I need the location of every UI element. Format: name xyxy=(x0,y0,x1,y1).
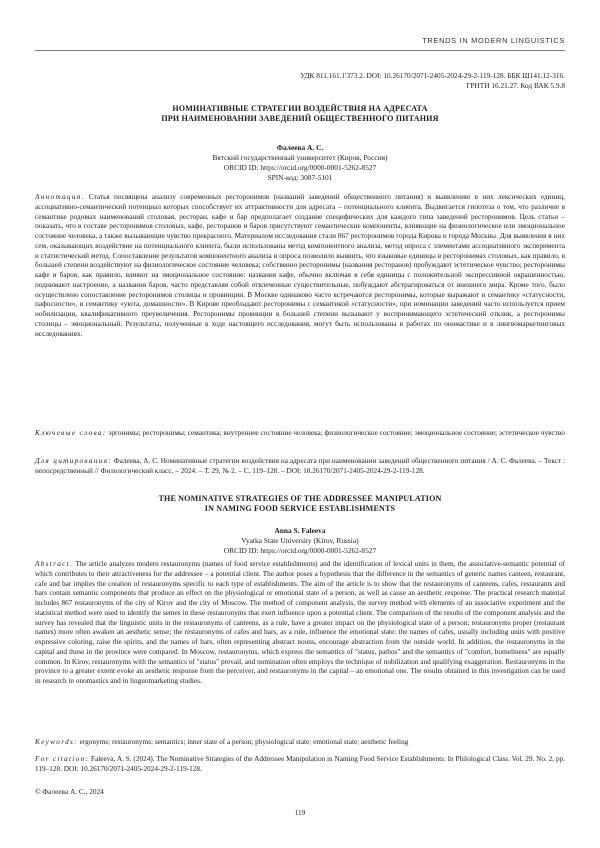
author-block-ru xyxy=(35,143,565,183)
citation-text: Фалеева, А. С. Номинативные стратегии воздействия на адресата при наименовании заведений общественного питания / А. С. Фалеева. – Текст : непосредственный // Филологический класс. – 2024. – Т. 29, № 2. – С. 119–128. – DOI: 10.26170/2071-2405-2024-29-2-119-128. xyxy=(35,457,566,475)
affiliation: Vyatka State University (Kirov, Russia) xyxy=(241,535,359,545)
citation-label: Для цитирования: xyxy=(35,457,112,465)
abstract-label: Abstract. xyxy=(35,560,74,568)
abstract-label: Аннотация. xyxy=(35,193,85,201)
citation-ru xyxy=(35,457,565,477)
abstract-text: The article analyzes modern restauronyms (names of food service establishments) and the identification of lexical units in them, the associative-semantic potential of which contributes to their attractiveness for the addressee – a potential client. The author poses a hypothesis that the difference in the semantics of generic names canteen, restaurant, cafe and bar implies the creation of restauronyms specific to each type of establishments. The aim of the article is to show that the restauronyms of canteens, cafes, restaurants and bars contain semantic components that produce an effect on the physiological or emotional state of a person, as well as cause an aesthetic response. The practical research material includes 867 restauronyms of the city of Kirov and the city of Moscow. The method of component analysis, the survey method with elements of an associative experiment and the statistical method were used to identify the semes in these restauronyms that exert influence upon a potential client. The comparison of the results of the component analysis and the survey has revealed that the linguistic units in the restauronyms of canteens, as a rule, have a greater impact on the physiological state of a person; restauronyms proper (restaurant names) more often awaken an aesthetic sense; the restauronyms of cafes and bars, as a rule, influence the emotional state: the names of cafes, usually including units with positive expressive coloring, raise the spirits, and the names of bars, often representing abstract nouns, encourage abstraction from the outside world. In addition, the restauronyms in the capital and those in the province were compared. In Moscow, restauronyms, which express the semantics of "status, pathos" and the semantics of "comfort, homeliness" are equally common. In Kirov, restauronyms with the semantics of "status" prevail, and nomination often employs the technique of nobilization and qualifying exaggeration. Restauronyms in the province to a greater extent evoke an aesthetic response from the perceiver, and restauronyms in the capital – an emotional one. The results obtained in this investigation can be used in research in onomastics and in linguomarketing studies. xyxy=(35,560,565,685)
keywords-en xyxy=(35,738,565,748)
keywords-label: Keywords: xyxy=(35,738,78,746)
citation-label: For citation: xyxy=(35,755,90,763)
page-number: 119 xyxy=(294,808,306,817)
abstract-ru xyxy=(35,193,565,339)
running-header: TRENDS IN MODERN LINGUISTICS xyxy=(422,36,565,45)
abstract-en xyxy=(35,560,565,687)
orcid: ORCID ID: https://orcid.org/0000-0001-5262-8527 xyxy=(223,162,377,172)
udc-line: УДК 811.161.1'373.2. DOI: 10.26170/2071-2405-2024-29-2-119-128. ББК Ш141.12-316. xyxy=(300,71,565,80)
title-line: IN NAMING FOOD SERVICE ESTABLISHMENTS xyxy=(204,504,396,514)
title-line: НОМИНАТИВНЫЕ СТРАТЕГИИ ВОЗДЕЙСТВИЯ НА АДРЕСАТА xyxy=(172,104,428,113)
orcid: ORCID ID: https://orcid.org/0000-0001-5262-8527 xyxy=(223,545,377,555)
title-line: THE NOMINATIVE STRATEGIES OF THE ADDRESSEE MANIPULATION xyxy=(158,494,442,503)
author-name: Фалеева А. С. xyxy=(276,143,324,152)
udc-block xyxy=(300,71,565,91)
article-title-en xyxy=(35,494,565,515)
keywords-label: Ключевые слова: xyxy=(35,429,107,437)
abstract-text: Статья посвящена анализу современных ресторонимов (названий заведений общественного питания) и выявлению в них лексических единиц, ассоциативно-семантический потенциал которых способствует их аттрактивности для адресата – потенциального клиента. Выдвигается гипотеза о том, что различие в семантике родовых наименований столовая, ресторан, кафе и бар предполагает создание специфических для каждого типа заведений ресторонимов. Цель статьи – показать, что в составе ресторонимов столовых, кафе, ресторанов и баров присутствуют семантические компоненты, влияющие на физиологическое или эмоциональное состояние человека, а также вызывающие чувство прекрасного. Материалом исследования стали 867 ресторонимов города Кирова и города Москвы. Для выявления в них сем, оказывающих воздействие на потенциального клиента, были использованы метод компонентного анализа, метод опроса с элементами ассоциативного эксперимента и статистический метод. Сопоставление результатов компонентного анализа и опроса позволило выявить, что языковые единицы в ресторонимах столовых, как правило, в большей степени воздействуют на физиологическое состояние человека; собственно ресторонимы (названия ресторанов) пробуждают эстетическое чувство; ресторонимы кафе и баров, как правило, влияют на эмоциональное состояние: названия кафе, обычно включая в себя единицы с положительной экспрессивной окрашенностью, поднимают настроение, а названия баров, часто представляя собой отвлеченные существительные, побуждают абстрагироваться от внешнего мира. Кроме того, было осуществлено сопоставление ресторонимов столицы и провинции. В Москве одинаково часто встречаются ресторонимы, которые выражают и семантику «статусности, пафосности», и семантику «уюта, домашности». В Кирове преобладают ресторонимы с семантикой «статусности», при номинации заведений часто используется прием нобилизации, квалификативного преувеличения. Ресторонимы провинции в большей степени вызывают у воспринимающего эстетический отклик, а ресторонимы столицы – эмоциональный. Результаты, полученные в ходе настоящего исследования, могут быть использованы в работах по ономастике и в лингвомаркетинговых исследованиях. xyxy=(35,193,565,338)
author-name: Anna S. Faleeva xyxy=(274,526,326,535)
spin-code: SPIN-код: 3087-5101 xyxy=(267,172,333,182)
grnti-line: ГРНТИ 16.21.27. Код ВАК 5.9.8 xyxy=(466,80,565,90)
keywords-ru xyxy=(35,429,565,439)
article-title-ru xyxy=(35,104,565,125)
affiliation: Вятский государственный университет (Киров, Россия) xyxy=(212,152,388,162)
citation-text: Faleeva, A. S. (2024). The Nominative Strategies of the Addressee Manipulation in Naming Food Service Establishments. In Philological Class. Vol. 29. No. 2, pp. 119–128. DOI: 10.26170/2071-2405-2024-29-2-119-128. xyxy=(35,755,566,773)
citation-en xyxy=(35,755,565,775)
copyright: © Фалеева А. С., 2024 xyxy=(35,787,104,796)
keywords-text: ergonyms; restauronyms; semantics; inner state of a person; physiological state; emotional state; aesthetic feeling xyxy=(79,738,409,746)
header-rule xyxy=(35,50,565,51)
title-line: ПРИ НАИМЕНОВАНИИ ЗАВЕДЕНИЙ ОБЩЕСТВЕННОГО ПИТАНИЯ xyxy=(161,114,439,124)
author-block-en xyxy=(35,526,565,556)
keywords-text: эргонимы; ресторонимы; семантика; внутреннее состояние человека; физиологическое состояние; эмоциональное состояние; эстетическое чувство xyxy=(108,429,565,437)
